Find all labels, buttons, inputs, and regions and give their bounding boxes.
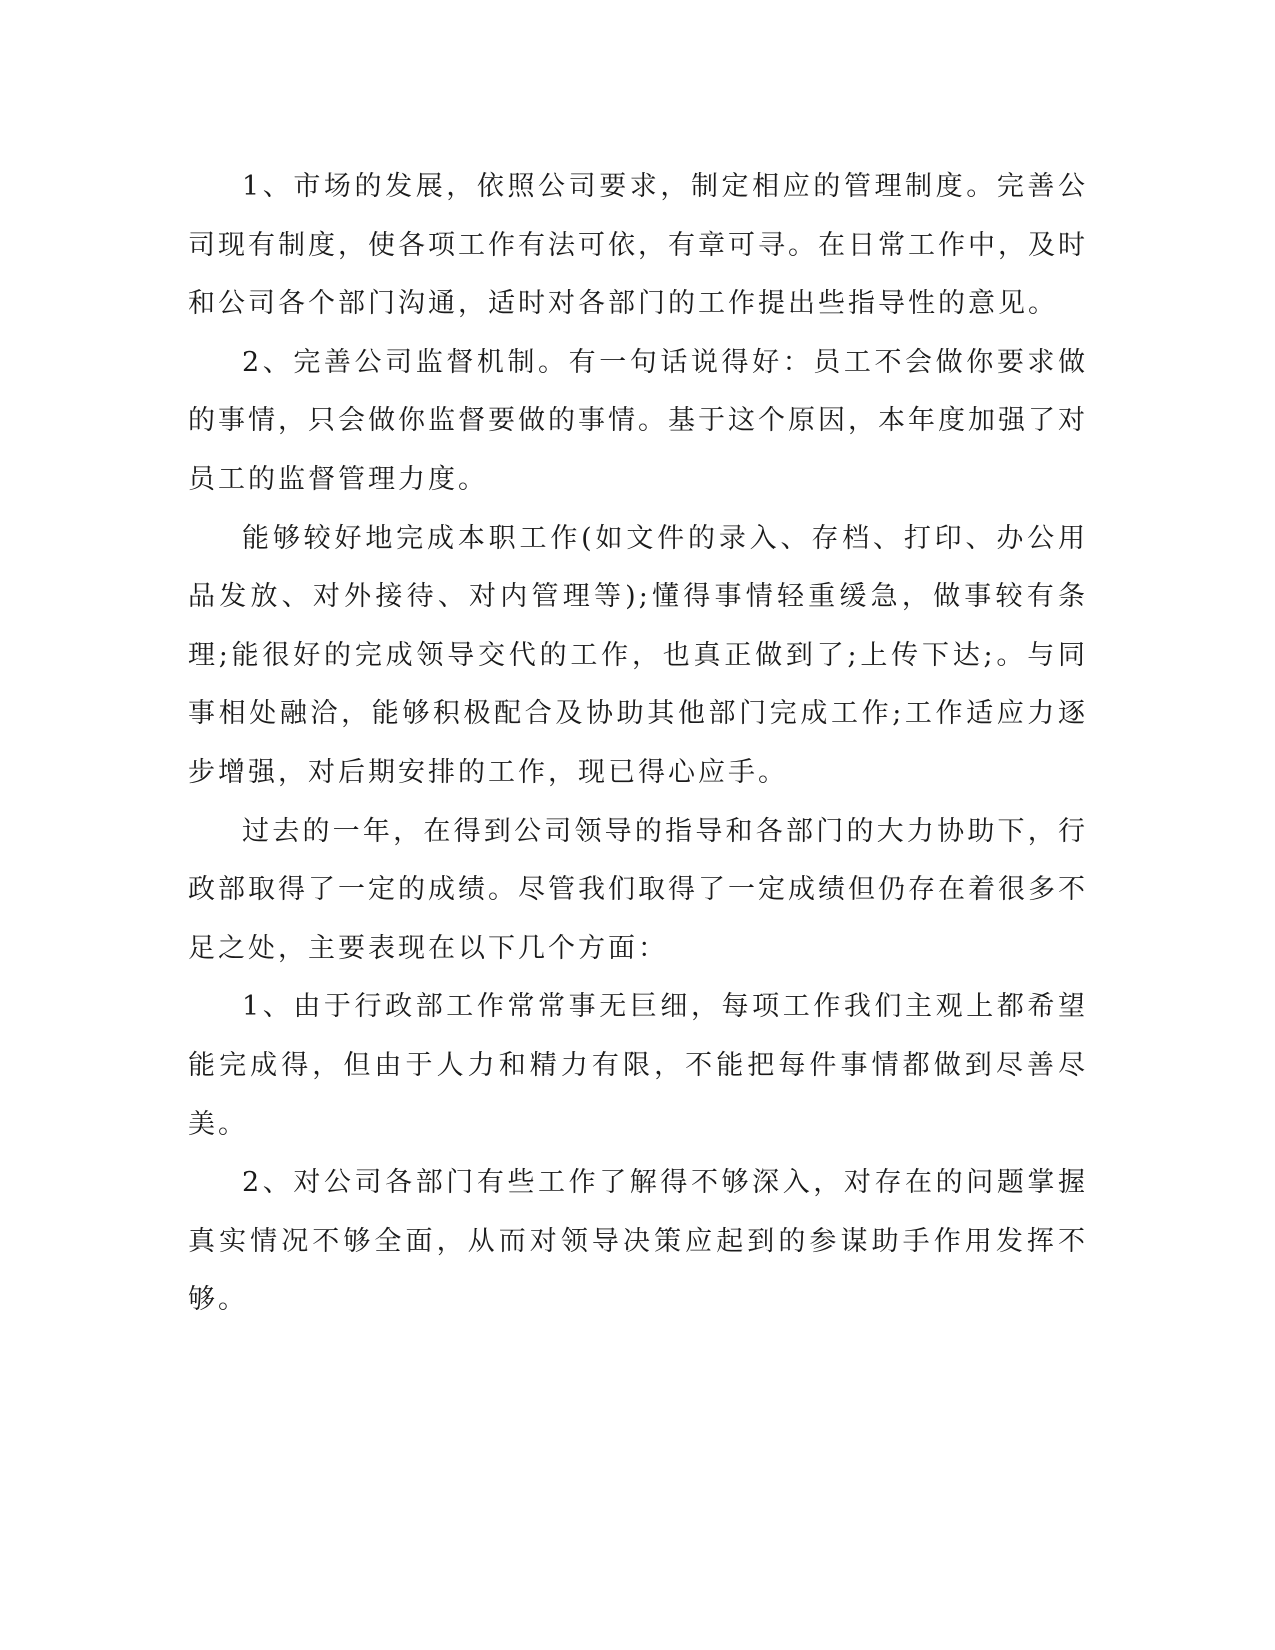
paragraph-4: 过去的一年，在得到公司领导的指导和各部门的大力协助下，行政部取得了一定的成绩。尽管我们取得了一定成绩但仍存在着很多不足之处，主要表现在以下几个方面： [188,815,1088,964]
paragraph-1: 1、市场的发展，依照公司要求，制定相应的管理制度。完善公司现有制度，使各项工作有法可依，有章可寻。在日常工作中，及时和公司各个部门沟通，适时对各部门的工作提出些指导性的意见。 [188,171,1088,320]
paragraph-6: 2、对公司各部门有些工作了解得不够深入，对存在的问题掌握真实情况不够全面，从而对领导决策应起到的参谋助手作用发挥不够。 [188,1167,1088,1316]
paragraph-3: 能够较好地完成本职工作(如文件的录入、存档、打印、办公用品发放、对外接待、对内管理等);懂得事情轻重缓急，做事较有条理;能很好的完成领导交代的工作，也真正做到了;上传下达;。与同事相处融洽，能够积极配合及协助其他部门完成工作;工作适应力逐步增强，对后期安排的工作，现已得心应手。 [188,522,1088,788]
document-body [188,158,1088,1330]
paragraph-5: 1、由于行政部工作常常事无巨细，每项工作我们主观上都希望能完成得，但由于人力和精力有限，不能把每件事情都做到尽善尽美。 [188,991,1088,1140]
paragraph-2: 2、完善公司监督机制。有一句话说得好：员工不会做你要求做的事情，只会做你监督要做的事情。基于这个原因，本年度加强了对员工的监督管理力度。 [188,346,1088,495]
